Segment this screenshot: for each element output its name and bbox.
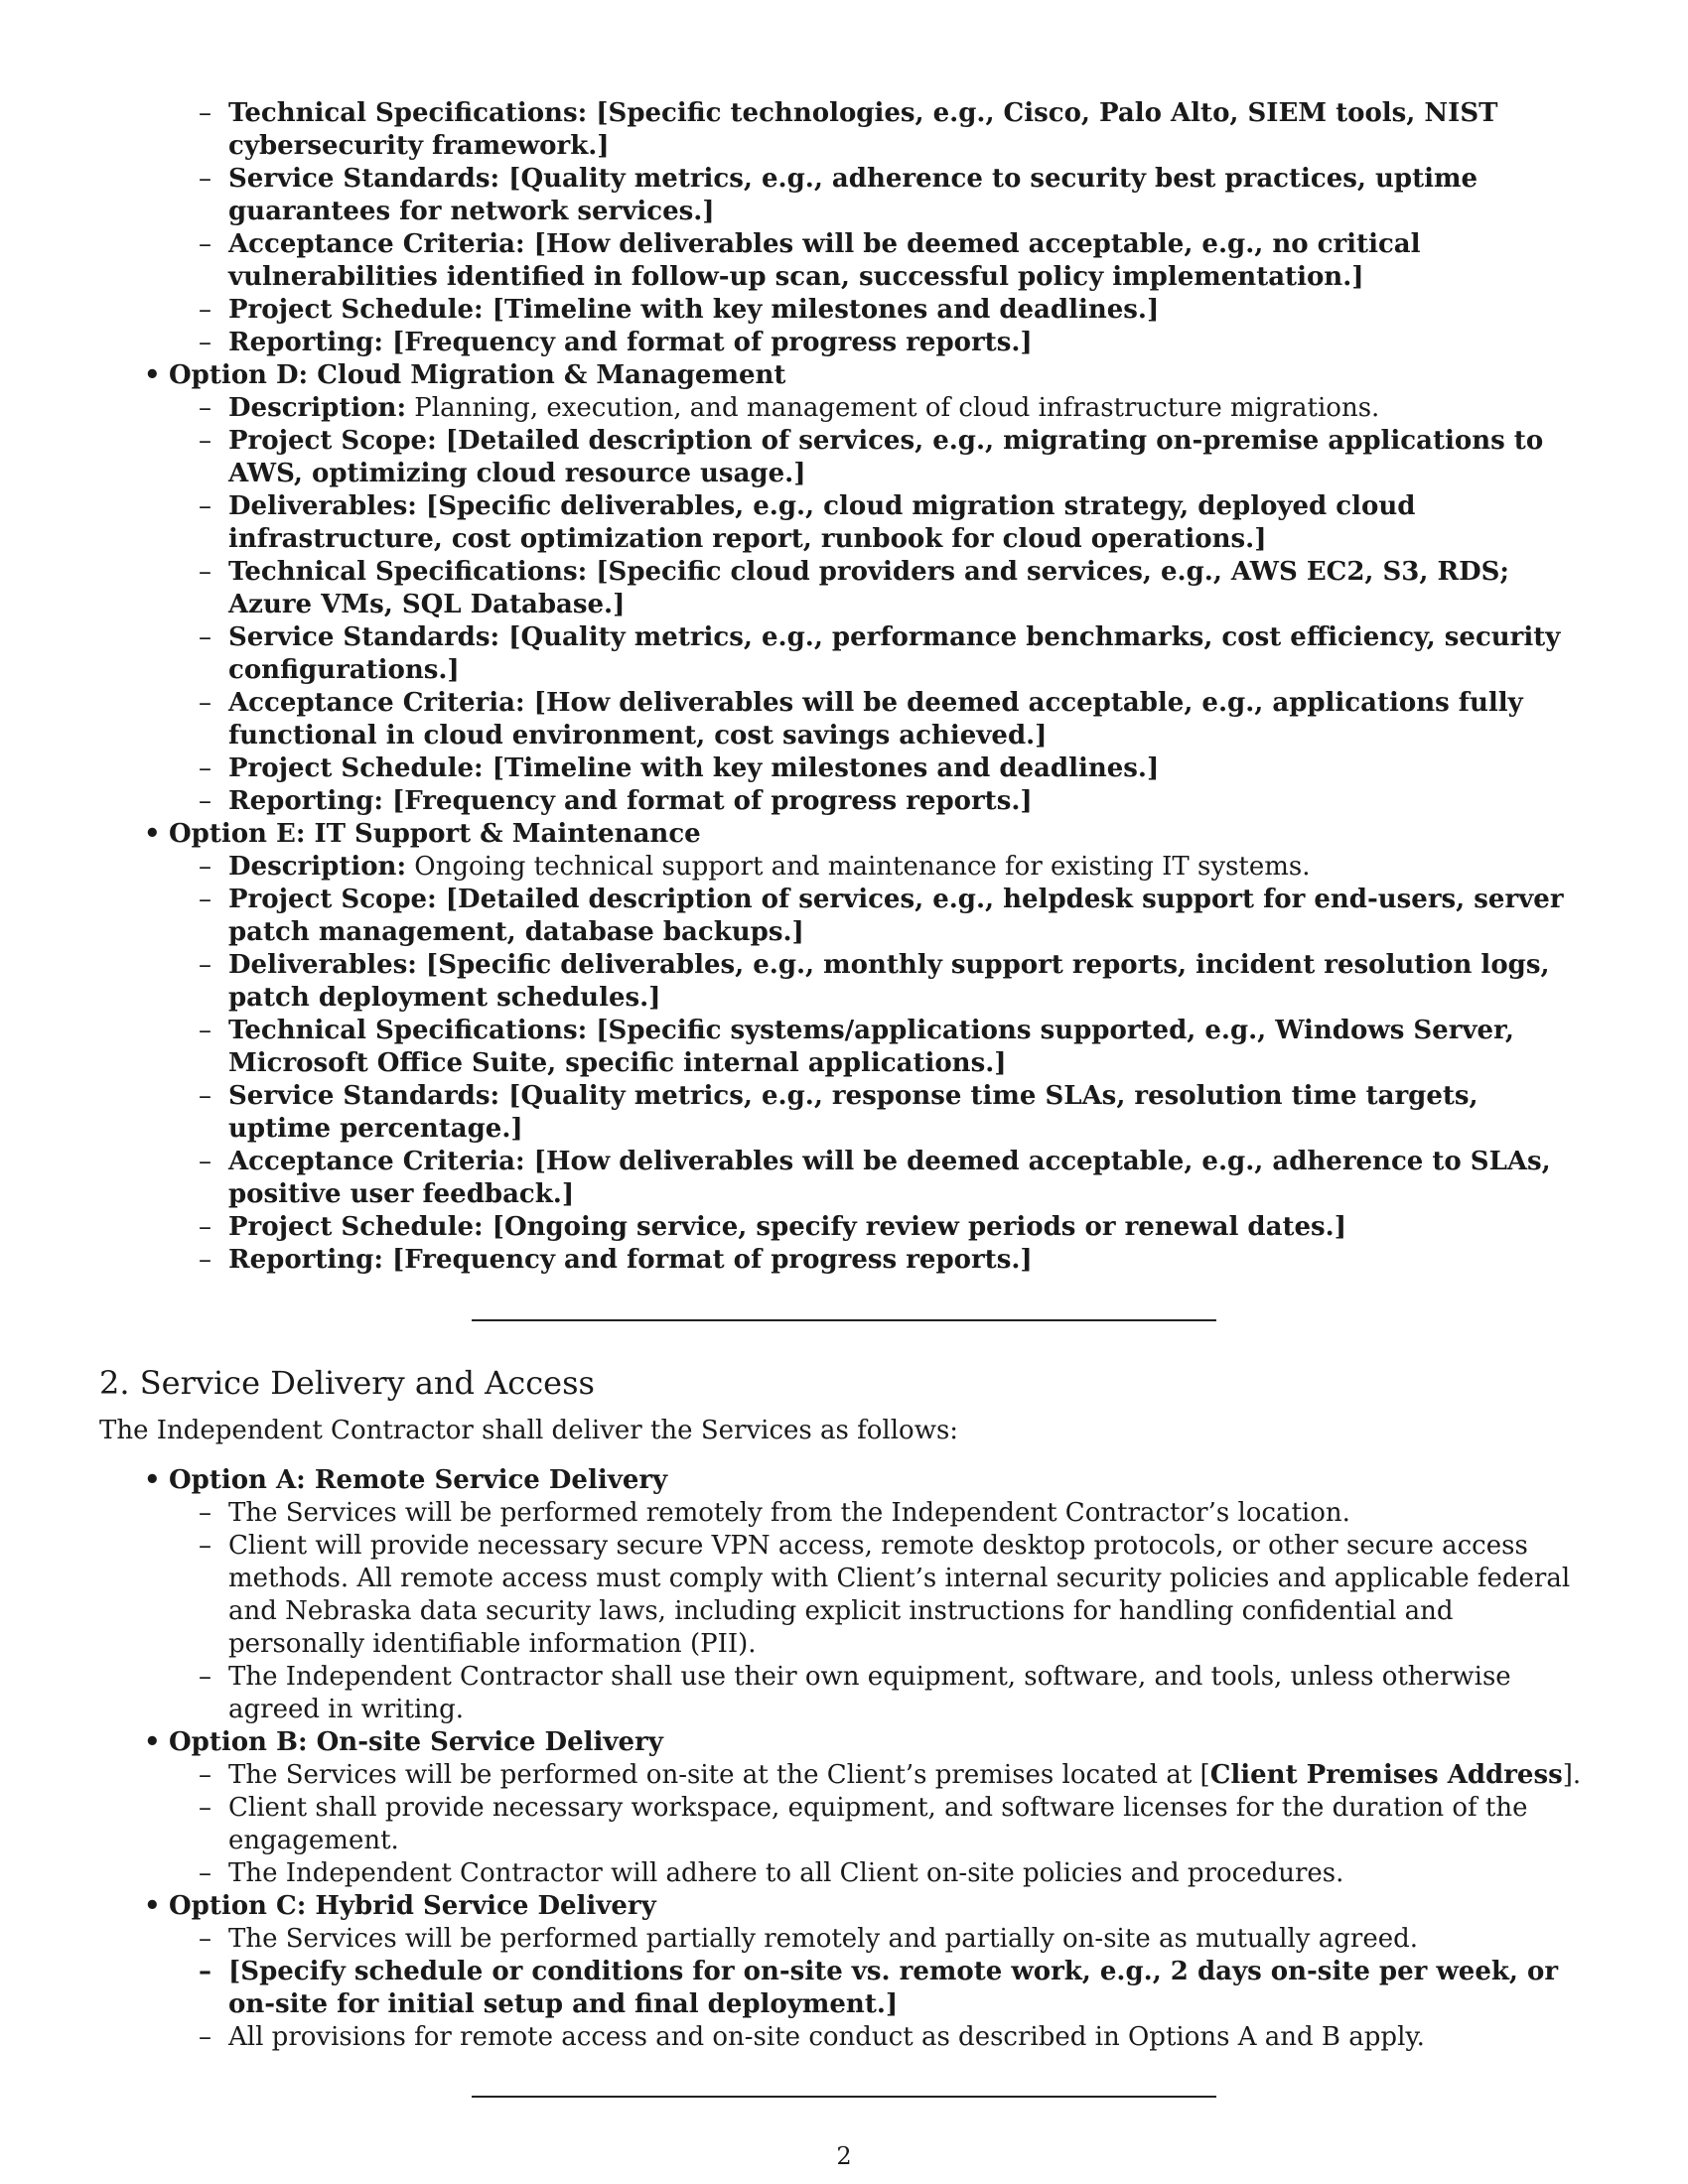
dash-icon: – (199, 1662, 211, 1692)
item-text: Planning, execution, and management of cloud infrastructure migrations. (406, 393, 1380, 423)
item-label: Description: (228, 393, 407, 423)
dash-icon: – (199, 328, 211, 357)
page-number: 2 (836, 2142, 852, 2170)
list-item: – Client shall provide necessary workspace, equipment, and software licenses for the duration of the engagement. (199, 1793, 1528, 1855)
bullet-icon: • (144, 819, 161, 849)
list-item (199, 1244, 1589, 1277)
item-label: Technical Specifications: (228, 557, 588, 587)
item-label: Service Standards: (228, 164, 500, 194)
dash-icon: – (199, 688, 211, 718)
item-label: Project Schedule: (228, 1212, 484, 1242)
dash-icon: – (199, 1760, 211, 1790)
item-label: Service Standards: (228, 1081, 500, 1111)
delivery-option-c-title: Option C: Hybrid Service Delivery (169, 1891, 656, 1921)
dash-icon: – (199, 786, 211, 816)
list-item (199, 621, 1589, 687)
delivery-option-a-title: Option A: Remote Service Delivery (169, 1465, 668, 1495)
item-label: Description: (228, 852, 407, 882)
dash-icon: – (199, 2022, 211, 2052)
item-text: [Frequency and format of progress reports.] (382, 328, 1033, 357)
list-item (199, 392, 1589, 425)
item-text: [Timeline with key milestones and deadlines.] (483, 753, 1160, 783)
delivery-option-b-title: Option B: On-site Service Delivery (169, 1727, 663, 1757)
item-label: Deliverables: (228, 950, 417, 980)
continued-sub-list (99, 97, 1589, 359)
bullet-icon: • (144, 1891, 161, 1921)
list-item: – [Specify schedule or conditions for on-site vs. remote work, e.g., 2 days on-site per week, or on-site for initial setup and final deployment.] (199, 1957, 1559, 2019)
dash-icon: – (199, 1957, 211, 1986)
item-label: Service Standards: (228, 622, 500, 652)
item-label: Project Schedule: (228, 295, 484, 325)
item-text: [Quality metrics, e.g., adherence to security best practices, uptime guarantees for network services.] (228, 164, 1478, 226)
item-label: Acceptance Criteria: (228, 688, 525, 718)
option-e-bullet (144, 818, 1589, 851)
option-e-title: Option E: IT Support & Maintenance (169, 819, 701, 849)
item-label: Reporting: (228, 1245, 383, 1275)
list-item (199, 1080, 1589, 1146)
dash-icon: – (199, 950, 211, 980)
item-text: [Ongoing service, specify review periods or renewal dates.] (483, 1212, 1346, 1242)
option-e-sub-list (99, 851, 1589, 1277)
item-text: [Frequency and format of progress reports.] (382, 786, 1033, 816)
item-text: [Specific cloud providers and services, e.g., AWS EC2, S3, RDS; Azure VMs, SQL Database.] (228, 557, 1510, 619)
dash-icon: – (199, 1016, 211, 1045)
item-label: Technical Specifications: (228, 98, 588, 128)
list-item (199, 1211, 1589, 1244)
list-item (199, 425, 1589, 490)
item-text: [Specific systems/applications supported, e.g., Windows Server, Microsoft Office Suite, specific internal applications.] (228, 1016, 1514, 1078)
dash-icon: – (199, 622, 211, 652)
item-text: [How deliverables will be deemed acceptable, e.g., applications fully functional in cloud environment, cost savings achieved.] (228, 688, 1523, 751)
item-label: Project Scope: (228, 885, 437, 914)
list-item (199, 1497, 1589, 1530)
bullet-icon: • (144, 360, 161, 390)
item-text: [Quality metrics, e.g., performance benchmarks, cost efficiency, security configurations.] (228, 622, 1561, 685)
item-text: [Quality metrics, e.g., response time SLAs, resolution time targets, uptime percentage.] (228, 1081, 1478, 1144)
dash-icon: – (199, 98, 211, 128)
list-item (199, 851, 1589, 884)
list-item (199, 1146, 1589, 1211)
list-item (199, 490, 1589, 556)
dash-icon: – (199, 885, 211, 914)
dash-icon: – (199, 491, 211, 521)
dash-icon: – (199, 557, 211, 587)
item-label: Deliverables: (228, 491, 417, 521)
dash-icon: – (199, 295, 211, 325)
item-text: The Services will be performed remotely from the Independent Contractor’s location. (228, 1498, 1350, 1528)
list-item (199, 163, 1589, 228)
bullet-icon: • (144, 1727, 161, 1757)
dash-icon: – (199, 1858, 211, 1888)
list-item (199, 556, 1589, 621)
item-label: Acceptance Criteria: (228, 1147, 525, 1176)
list-item (199, 1661, 1589, 1726)
list-item (199, 949, 1589, 1015)
item-label: Project Schedule: (228, 753, 484, 783)
list-item: – The Services will be performed on-site at the Client’s premises located at [Client Premises Address]. (199, 1760, 1582, 1790)
section-intro: The Independent Contractor shall deliver the Services as follows: (99, 1416, 959, 1445)
list-item: – The Services will be performed partially remotely and partially on-site as mutually agreed. (199, 1924, 1419, 1954)
item-text: [How deliverables will be deemed acceptable, e.g., adherence to SLAs, positive user feedback.] (228, 1147, 1551, 1209)
option-d-title: Option D: Cloud Migration & Management (169, 360, 786, 390)
list-item (199, 294, 1589, 327)
dash-icon: – (199, 393, 211, 423)
option-d-bullet (144, 359, 1589, 392)
dash-icon: – (199, 1081, 211, 1111)
delivery-option-a-sub-list (99, 1497, 1589, 1726)
list-item (199, 1530, 1589, 1661)
list-item (199, 327, 1589, 359)
dash-icon: – (199, 1924, 211, 1954)
list-item (199, 97, 1589, 163)
dash-icon: – (199, 426, 211, 456)
option-d-sub-list (99, 392, 1589, 818)
item-text: Client will provide necessary secure VPN access, remote desktop protocols, or other secure access methods. All remote access must comply with Client’s internal security policies and applicable federal and Nebraska data security laws, including explicit instructions for handling confidential and personally identifiable information (PII). (228, 1531, 1571, 1659)
dash-icon: – (199, 1498, 211, 1528)
item-text: [How deliverables will be deemed acceptable, e.g., no critical vulnerabilities identified in follow-up scan, successful policy implementation.] (228, 229, 1421, 292)
dash-icon: – (199, 1793, 211, 1823)
list-item (199, 785, 1589, 818)
item-text: The Independent Contractor shall use their own equipment, software, and tools, unless otherwise agreed in writing. (228, 1662, 1511, 1724)
item-text: [Detailed description of services, e.g., helpdesk support for end-users, server patch management, database backups.] (228, 885, 1564, 947)
item-text: [Timeline with key milestones and deadlines.] (483, 295, 1160, 325)
list-item: – All provisions for remote access and on-site conduct as described in Options A and B apply. (199, 2022, 1425, 2052)
item-text: [Specific technologies, e.g., Cisco, Palo Alto, SIEM tools, NIST cybersecurity framework.] (228, 98, 1498, 161)
item-text: Ongoing technical support and maintenance for existing IT systems. (406, 852, 1311, 882)
item-text: [Specific deliverables, e.g., monthly support reports, incident resolution logs, patch deployment schedules.] (228, 950, 1550, 1013)
item-text: [Frequency and format of progress reports.] (382, 1245, 1033, 1275)
dash-icon: – (199, 852, 211, 882)
delivery-option-a-bullet (144, 1464, 1589, 1497)
item-label: Acceptance Criteria: (228, 229, 525, 259)
bullet-icon: • (144, 1465, 161, 1495)
delivery-option-b-bullet (144, 1726, 1589, 1759)
item-text: [Detailed description of services, e.g., migrating on-premise applications to AWS, optimizing cloud resource usage.] (228, 426, 1544, 488)
item-text: [Specific deliverables, e.g., cloud migration strategy, deployed cloud infrastructure, cost optimization report, runbook for cloud operations.] (228, 491, 1416, 554)
list-item (199, 228, 1589, 294)
item-label: Reporting: (228, 328, 383, 357)
list-item: – The Independent Contractor will adhere to all Client on-site policies and procedures. (199, 1858, 1344, 1888)
list-item (199, 687, 1589, 752)
list-item (199, 1015, 1589, 1080)
placeholder-field: Client Premises Address (1209, 1760, 1563, 1790)
dash-icon: – (199, 753, 211, 783)
dash-icon: – (199, 1147, 211, 1176)
dash-icon: – (199, 1245, 211, 1275)
list-item (199, 884, 1589, 949)
dash-icon: – (199, 1531, 211, 1561)
item-label: Project Scope: (228, 426, 437, 456)
item-label: Technical Specifications: (228, 1016, 588, 1045)
section-heading: 2. Service Delivery and Access (99, 1364, 595, 1402)
document-page (99, 97, 1589, 2098)
delivery-option-c-bullet (144, 1890, 1589, 1923)
dash-icon: – (199, 164, 211, 194)
list-item (199, 752, 1589, 785)
dash-icon: – (199, 1212, 211, 1242)
item-label: Reporting: (228, 786, 383, 816)
horizontal-rule (472, 2096, 1216, 2098)
dash-icon: – (199, 229, 211, 259)
